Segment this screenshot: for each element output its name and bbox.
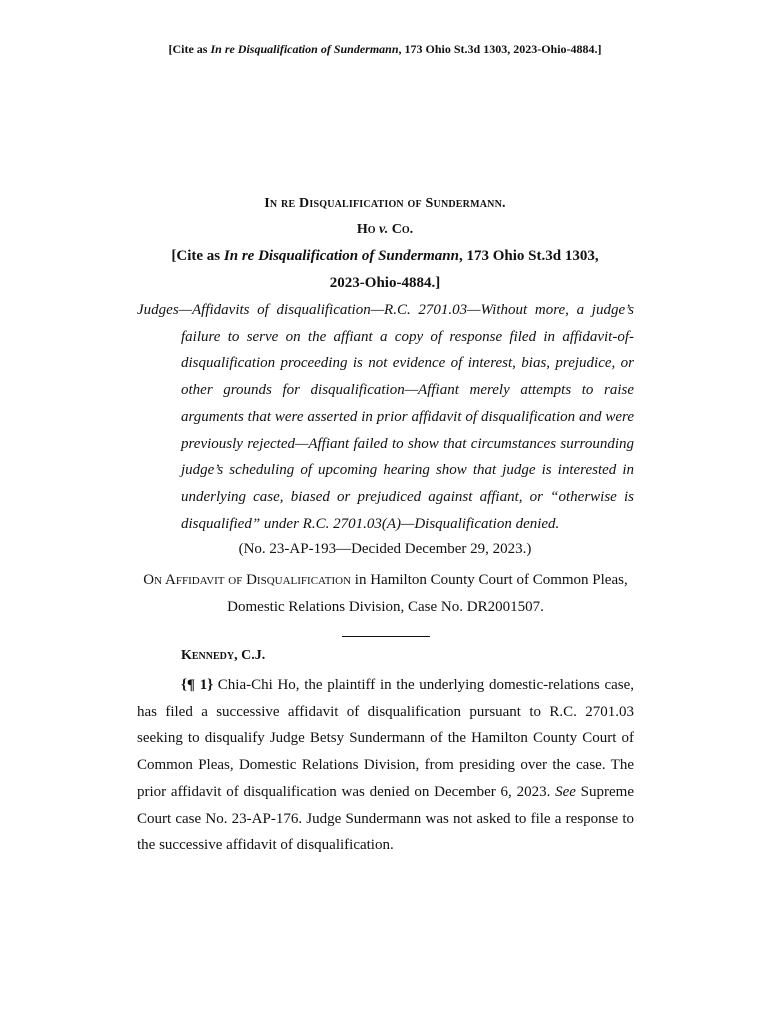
citation-line-1 (0, 248, 770, 265)
party-a: Ho (356, 222, 376, 237)
party-b: Co. (391, 222, 414, 237)
caption-title-prefix: In re (264, 196, 300, 211)
case-parties (0, 222, 770, 238)
cite-suffix: , 173 Ohio St.3d 1303, (458, 248, 599, 264)
cite-case-name: In re Disqualification of Sundermann (223, 248, 459, 264)
cite-prefix: [Cite as (171, 248, 224, 264)
affidavit-line (137, 567, 634, 620)
running-head-suffix: , 173 Ohio St.3d 1303, 2023-Ohio-4884.] (398, 42, 602, 56)
running-head-prefix: [Cite as (168, 42, 211, 56)
decided-line: (No. 23-AP-193—Decided December 29, 2023.) (238, 541, 532, 557)
caption-title-rest: Disqualification of Sundermann. (299, 196, 506, 211)
paragraph-text-2: Supreme Court case No. 23-AP-176. Judge Sundermann was not asked to file a response to the successive affidavit of disqualification. (137, 783, 635, 854)
running-head (0, 42, 770, 57)
case-caption-title (0, 195, 770, 212)
affidavit-label: On Affidavit of Disqualification (143, 572, 352, 588)
paragraph-text: Chia-Chi Ho, the plaintiff in the underlying domestic-relations case, has filed a successive affidavit of disqualification pursuant to R.C. 2701.03 seeking to disqualify Judge Betsy Sundermann of the Hamilton County Court of Common Pleas, Domestic Relations Division, from presiding over the case. The prior affidavit of disqualification was denied on December 6, 2023. (137, 677, 635, 800)
see-signal: See (555, 783, 576, 800)
syllabus: Judges—Affidavits of disqualification—R.C. 2701.03—Without more, a judge’s failure to serve on the affiant a copy of response filed in affidavit-of-disqualification proceeding is not evidence of interest, bias, prejudice, or other grounds for disqualification—Affiant merely attempts to raise arguments that were asserted in prior affidavit of disqualification and were previously rejected—Affiant failed to show that circumstances surrounding judge’s scheduling of upcoming hearing show that judge is interested in underlying case, biased or prejudiced against affiant, or “otherwise is disqualified” under R.C. 2701.03(A)—Disqualification denied. (137, 302, 634, 532)
divider-rule (342, 636, 430, 637)
citation-line-2: 2023-Ohio-4884.] (329, 275, 441, 291)
opinion-paragraph-1 (137, 672, 634, 859)
paragraph-marker: {¶ 1} (181, 677, 214, 693)
opinion-author: Kennedy, C.J. (181, 648, 266, 663)
running-head-case-name: In re Disqualification of Sundermann (210, 42, 399, 56)
affidavit-text: in Hamilton County Court of Common Pleas, Domestic Relations Division, Case No. DR2001507. (227, 572, 628, 615)
versus: v. (379, 222, 389, 237)
